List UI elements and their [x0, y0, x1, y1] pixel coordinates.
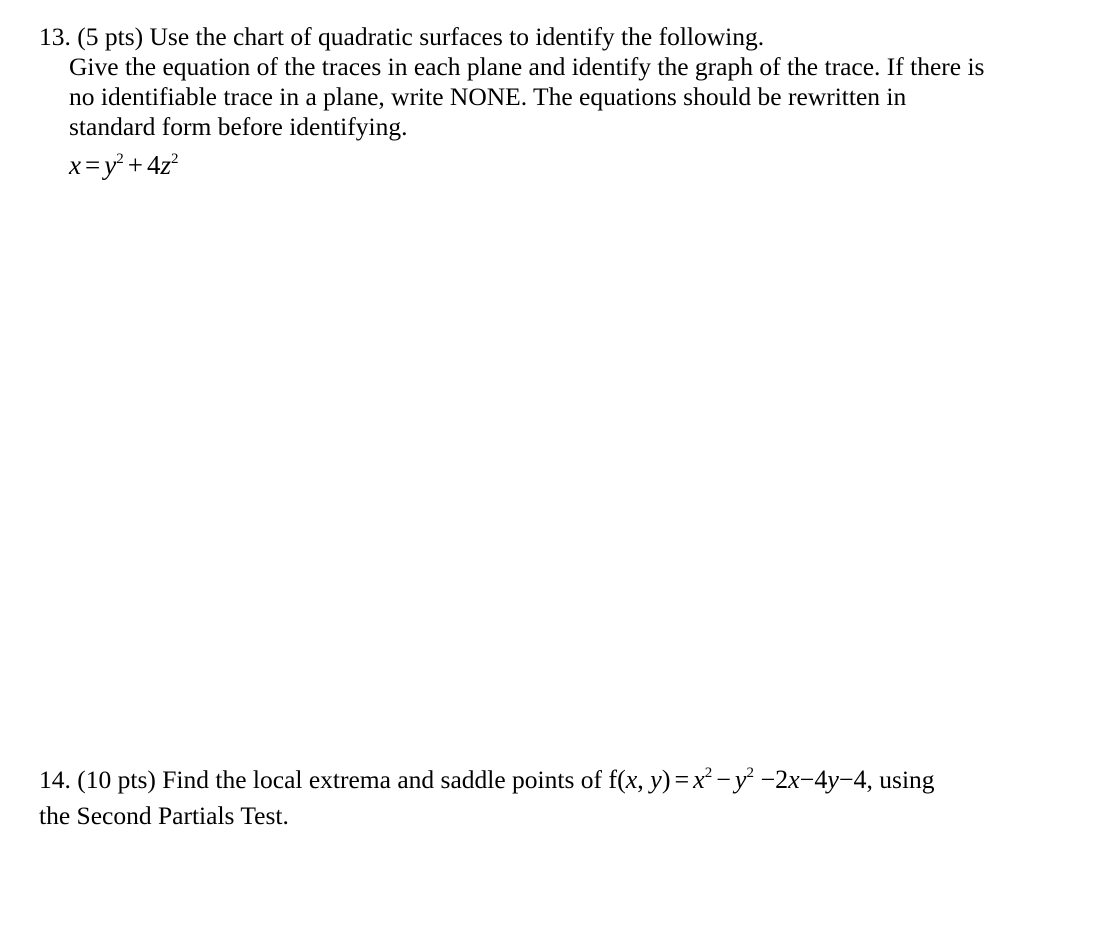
fn-term-y-exponent: 2: [746, 765, 754, 781]
eq-term-y-exponent: 2: [116, 151, 124, 167]
q14-function: [608, 765, 866, 794]
q13-instruction-line-2: no identifiable trace in a plane, write NONE. The equations should be rewritten in: [69, 82, 907, 111]
fn-term-4-var: y: [827, 765, 839, 794]
fn-open-paren: (: [617, 765, 626, 794]
fn-name: f: [608, 765, 618, 794]
q13-header: 13. (5 pts) Use the chart of quadratic surfaces to identify the following.: [39, 22, 765, 51]
eq-term-z-exponent: 2: [170, 151, 179, 167]
eq-coefficient: 4: [146, 150, 161, 180]
fn-term-5: −4: [838, 765, 867, 794]
q14-prefix: 14. (10 pts) Find the local extrema and saddle points of: [39, 765, 603, 794]
eq-equals: =: [84, 150, 101, 180]
eq-term-z: z: [160, 150, 171, 180]
q13-instruction-line-1: Give the equation of the traces in each plane and identify the graph of the trace. If there is: [69, 52, 985, 81]
fn-minus: −: [716, 765, 731, 794]
fn-term-4-coef: −4: [799, 765, 828, 794]
fn-term-x-exponent: 2: [704, 765, 713, 781]
eq-term-y: y: [104, 150, 117, 180]
fn-comma: ,: [637, 765, 644, 794]
q13-instruction-line-3: standard form before identifying.: [69, 112, 408, 141]
q14-line-2: the Second Partials Test.: [39, 801, 289, 830]
fn-term-3-var: x: [788, 765, 800, 794]
fn-term-x: x: [693, 765, 705, 794]
fn-arg-x: x: [625, 765, 638, 794]
eq-lhs-x: x: [69, 150, 81, 180]
q13-equation: [69, 148, 178, 182]
eq-plus: +: [127, 150, 143, 180]
fn-term-3-coef: −2: [760, 765, 789, 794]
fn-equals: =: [674, 765, 690, 794]
fn-term-y: y: [734, 765, 747, 794]
q14-line-1: [39, 764, 935, 796]
q14-suffix: , using: [866, 765, 935, 794]
fn-arg-y: y: [650, 765, 662, 794]
fn-close-paren: ): [661, 765, 671, 794]
